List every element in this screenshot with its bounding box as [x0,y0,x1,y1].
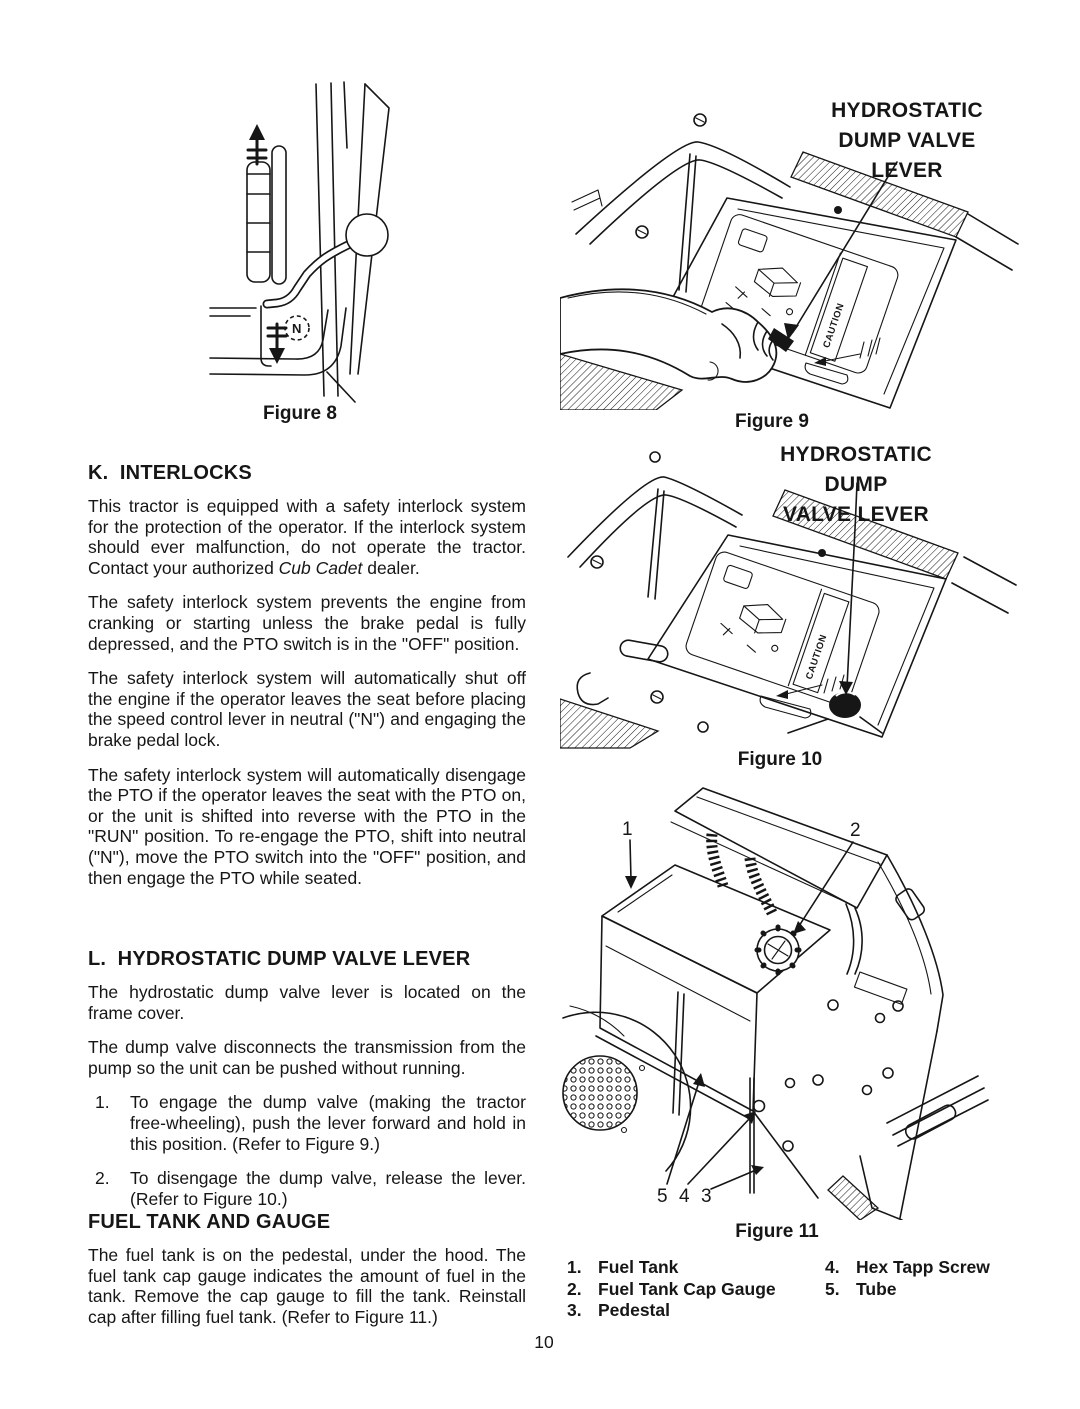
latch [619,639,669,663]
hex-tapp-screw [754,1101,765,1112]
neutral-label: N [292,321,302,336]
legend-item: 2. Fuel Tank Cap Gauge [567,1278,776,1299]
corrugated-tube [750,858,773,915]
figure8-caption: Figure 8 [263,403,337,424]
list-item: 1. To engage the dump valve (making the tractor free-wheeling), push the lever forward and hold in this position. (Refer to Figure 9.) [95,1092,526,1154]
paragraph: The safety interlock system will automatically shut off the engine if the operator leaves the seat before placing the speed control lever in neutral ("N") and engaging the brake pedal lock. [88,668,526,750]
callout-5: 5 [657,1186,668,1207]
figure11-caption: Figure 11 [735,1221,819,1242]
callout-2: 2 [850,820,861,841]
callout-4: 4 [679,1186,690,1207]
legend-column-1 [567,1257,776,1322]
legend-item: 4. Hex Tapp Screw [825,1257,990,1277]
legend-item: 3. Pedestal [567,1300,670,1320]
legend-item: 1. Fuel Tank [567,1257,679,1277]
caution-label: CAUTION [803,633,830,681]
page-number: 10 [534,1332,554,1352]
section-fuel-tank [88,1211,526,1327]
paragraph: This tractor is equipped with a safety interlock system for the protection of the operator. If the interlock system should ever malfunction, do not operate the tractor. Contact your authorized Cub Cadet dealer. [88,496,526,578]
paragraph: The fuel tank is on the pedestal, under the hood. The fuel tank cap gauge indicates the amount of fuel in the tank. Remove the cap gauge to fill the tank. Reinstall cap after filling fuel tank. (Refer to Figure 11.) [88,1245,526,1327]
list-item: 2. To disengage the dump valve, release the lever. (Refer to Figure 10.) [95,1168,526,1209]
figure9-label: HYDROSTATIC DUMP VALVE LEVER [831,99,983,182]
dump-valve-knob [829,692,861,718]
frame-rail [828,1076,988,1220]
paragraph: The safety interlock system will automatically disengage the PTO if the operator leaves the seat with the PTO on, or the unit is shifted into reverse with the PTO in the "RUN" position. To re-engage the PTO, shift into neutral ("N"), move the PTO switch into the "OFF" position, and then engage the PTO while seated. [88,764,526,888]
brand-name: Cub Cadet [278,557,363,578]
caution-label: CAUTION [821,301,847,350]
exhaust-stub [894,887,926,922]
fuel-heading: FUEL TANK AND GAUGE [88,1211,331,1233]
section-interlocks [88,462,526,888]
figure10-label: HYDROSTATIC DUMP VALVE LEVER [780,443,932,526]
paragraph: The hydrostatic dump valve lever is located on the frame cover. [88,982,526,1023]
paragraph: The dump valve disconnects the transmission from the pump so the unit can be pushed without running. [88,1037,526,1078]
frame-cover [648,535,946,737]
push-up-arrow [248,124,266,164]
figure9-caption: Figure 9 [735,411,809,432]
figure10-caption: Figure 10 [737,749,823,770]
callout-1: 1 [622,819,633,840]
figure11-illustration [560,778,1020,1220]
figure8-illustration [95,78,465,404]
corrugated-tube [712,834,723,886]
paragraph: The safety interlock system prevents the engine from cranking or starting unless the brake pedal is fully depressed, and the PTO switch is in the "OFF" position. [88,592,526,654]
section-hydrostatic [88,948,526,1223]
callout-3: 3 [701,1186,712,1207]
legend-column-2 [825,1257,990,1300]
fuel-cap [757,927,799,973]
lever-ball-knob [346,214,388,256]
hydrostatic-heading: L. HYDROSTATIC DUMP VALVE LEVER [88,948,471,970]
blower-housing [563,1006,691,1171]
interlocks-heading: K. INTERLOCKS [88,462,252,484]
lever-slot-guide [247,162,270,282]
legend-item: 5. Tube [825,1278,897,1299]
